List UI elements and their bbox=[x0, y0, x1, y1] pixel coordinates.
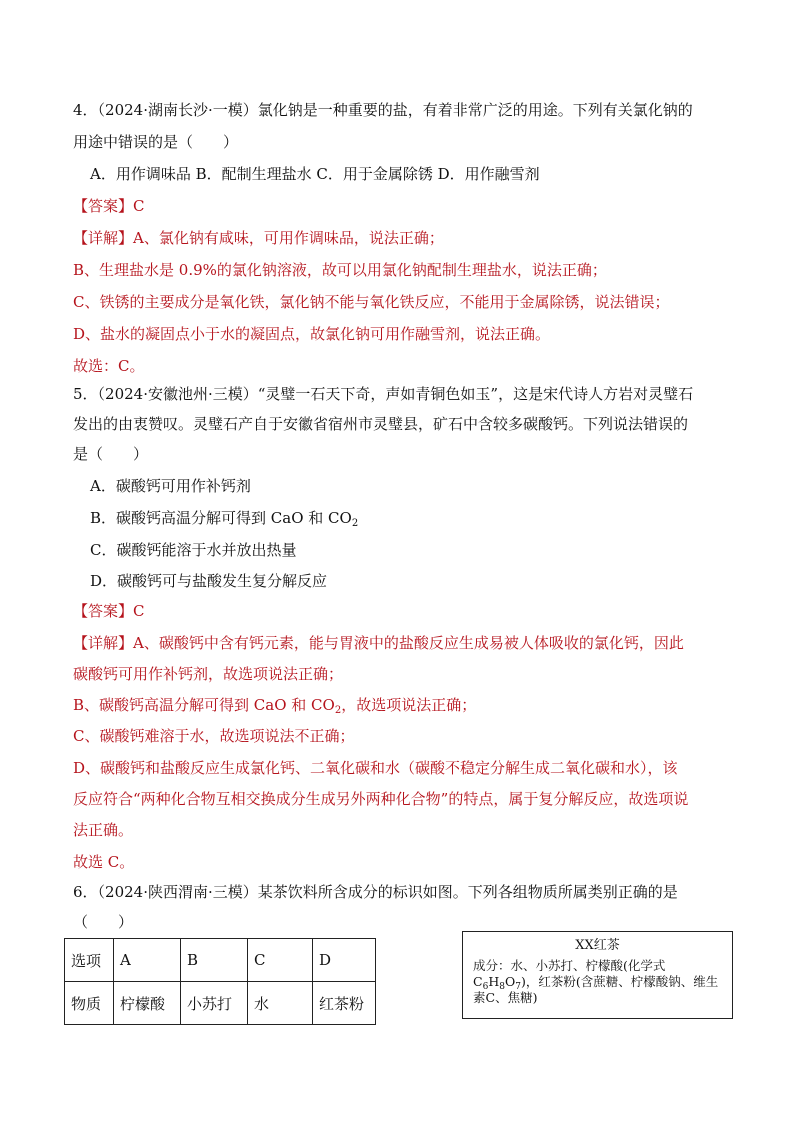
q5-conclusion: 故选 C。 bbox=[73, 853, 135, 871]
q5-detail-3: C、碳酸钙难溶于水，故选项说法不正确； bbox=[73, 727, 355, 745]
q6-stem-line2: （ ） bbox=[73, 913, 134, 931]
option-text: B．碳酸钙高温分解可得到 CaO 和 CO bbox=[90, 509, 352, 527]
detail-text: ，故选项说法正确； bbox=[341, 696, 477, 714]
q4-stem-line1: 4．（2024·湖南长沙·一模）氯化钠是一种重要的盐，有着非常广泛的用途。下列有关氯化钠的 bbox=[73, 101, 693, 119]
subscript: 8 bbox=[499, 982, 505, 992]
subscript: 7 bbox=[515, 982, 521, 992]
product-label-box bbox=[462, 931, 733, 1019]
q5-detail-4b: 反应符合“两种化合物互相交换成分生成另外两种化合物”的特点，属于复分解反应，故选项说 bbox=[73, 790, 689, 808]
product-label-title: XX红茶 bbox=[575, 938, 620, 953]
q4-conclusion: 故选：C。 bbox=[73, 357, 145, 375]
q4-detail-1 bbox=[73, 228, 444, 248]
q5-stem-line2: 发出的由衷赞叹。灵璧石产自于安徽省宿州市灵璧县，矿石中含较多碳酸钙。下列说法错误的 bbox=[73, 415, 689, 433]
q4-detail-4: D、盐水的凝固点小于水的凝固点，故氯化钠可用作融雪剂，说法正确。 bbox=[73, 325, 551, 343]
q5-detail-1 bbox=[73, 633, 684, 653]
table-cell: 红茶粉 bbox=[313, 982, 376, 1025]
q5-option-c: C．碳酸钙能溶于水并放出热量 bbox=[90, 541, 297, 559]
q5-stem-line1: 5．（2024·安徽池州·三模）“灵璧一石天下奇，声如青铜色如玉”，这是宋代诗人方岩对灵璧石 bbox=[73, 385, 694, 403]
q4-stem-line2: 用途中错误的是（ ） bbox=[73, 133, 239, 151]
detail-tag: 【详解】 bbox=[73, 229, 134, 247]
q5-stem-line3: 是（ ） bbox=[73, 445, 149, 463]
detail-text: A、碳酸钙中含有钙元素，能与胃液中的盐酸反应生成易被人体吸收的氯化钙，因此 bbox=[133, 634, 684, 652]
q5-answer bbox=[73, 601, 145, 621]
table-cell: 物质 bbox=[65, 982, 114, 1025]
q5-detail-4a: D、碳酸钙和盐酸反应生成氯化钙、二氧化碳和水（碳酸不稳定分解生成二氧化碳和水），该 bbox=[73, 759, 678, 777]
detail-tag: 【详解】 bbox=[73, 634, 134, 652]
subscript: 2 bbox=[334, 705, 342, 716]
q5-detail-2 bbox=[73, 695, 476, 715]
q4-answer bbox=[73, 196, 145, 216]
detail-text: A、氯化钠有咸味，可用作调味品，说法正确； bbox=[133, 229, 444, 247]
table-cell: C bbox=[248, 939, 313, 982]
q4-options: A．用作调味品 B．配制生理盐水 C．用于金属除锈 D．用作融雪剂 bbox=[90, 165, 540, 183]
answer-tag: 【答案】 bbox=[73, 602, 134, 620]
table-cell: 选项 bbox=[65, 939, 114, 982]
table-cell: A bbox=[114, 939, 181, 982]
q5-option-a: A．碳酸钙可用作补钙剂 bbox=[90, 477, 251, 495]
label-text: 成分：水、小苏打、柠檬酸(化学式C bbox=[473, 958, 666, 989]
label-text: )，红茶粉(含蔗糖、柠檬酸钠、维生素C、焦糖) bbox=[473, 974, 719, 1005]
options-table bbox=[64, 938, 376, 1025]
product-label-body bbox=[463, 954, 732, 1006]
answer-tag: 【答案】 bbox=[73, 197, 134, 215]
table-cell: B bbox=[181, 939, 248, 982]
table-cell: 小苏打 bbox=[181, 982, 248, 1025]
q4-detail-3: C、铁锈的主要成分是氧化铁，氯化钠不能与氧化铁反应，不能用于金属除锈，说法错误； bbox=[73, 293, 670, 311]
label-text: O bbox=[504, 974, 516, 989]
answer-value: C bbox=[133, 197, 145, 215]
q5-option-d: D．碳酸钙可与盐酸发生复分解反应 bbox=[90, 572, 328, 590]
label-text: H bbox=[488, 974, 500, 989]
table-cell: 水 bbox=[248, 982, 313, 1025]
subscript: 6 bbox=[482, 982, 489, 992]
q5-detail-4c: 法正确。 bbox=[73, 821, 134, 839]
table-cell: D bbox=[313, 939, 376, 982]
subscript: 2 bbox=[351, 518, 359, 529]
table-header-row bbox=[65, 939, 376, 982]
q4-detail-2: B、生理盐水是 0.9%的氯化钠溶液，故可以用氯化钠配制生理盐水，说法正确； bbox=[73, 261, 607, 279]
detail-text: B、碳酸钙高温分解可得到 CaO 和 CO bbox=[73, 696, 335, 714]
q5-detail-1b: 碳酸钙可用作补钙剂，故选项说法正确； bbox=[73, 665, 344, 683]
table-cell: 柠檬酸 bbox=[114, 982, 181, 1025]
q6-stem-line1: 6．（2024·陕西渭南·三模）某茶饮料所含成分的标识如图。下列各组物质所属类别正确的是 bbox=[73, 883, 678, 901]
answer-value: C bbox=[133, 602, 145, 620]
q5-option-b bbox=[90, 508, 358, 528]
table-row bbox=[65, 982, 376, 1025]
